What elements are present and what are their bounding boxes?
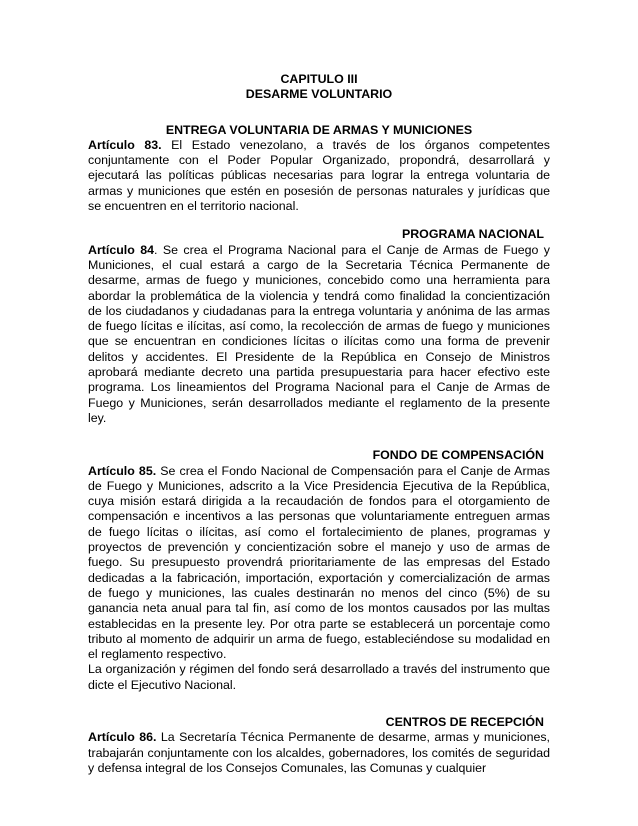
article-83-paragraph (88, 138, 550, 214)
article-85-label: Artículo 85. (88, 463, 157, 478)
section-heading-programa-nacional: PROGRAMA NACIONAL (401, 227, 544, 242)
article-85-paragraph-2: La organización y régimen del fondo será desarrollado a través del instrumento que dicte el Ejecutivo Nacional. (88, 662, 550, 692)
chapter-title: DESARME VOLUNTARIO (245, 87, 393, 102)
article-84-paragraph (88, 243, 550, 427)
article-86-paragraph (88, 730, 550, 776)
article-83-text: El Estado venezolano, a través de los órganos competentes conjuntamente con el Poder Popular Organizado, propondrá, desarrollará y ejecutará las políticas públicas necesarias para lograr la entrega voluntaria de armas y municiones que estén en posesión de personas naturales y jurídicas que se encuentren en el territorio nacional. (88, 137, 550, 214)
article-86-label: Artículo 86. (88, 730, 157, 745)
article-84-text: . Se crea el Programa Nacional para el Canje de Armas de Fuego y Municiones, el cual estará a cargo de la Secretaria Técnica Permanente de desarme, armas de fuego y municiones, concebido como una herramienta para abordar la problemática de la violencia y tendrá como finalidad la concientización de los ciudadanos y ciudadanas para la entrega voluntaria y anónima de las armas de fuego lícitas e ilícitas, así como, la recolección de armas de fuego y municiones que se encuentran en condiciones lícitas o ilícitas como una forma de prevenir delitos y accidentes. El Presidente de la República en Consejo de Ministros aprobará mediante decreto una partida presupuestaria para hacer efectivo este programa. Los lineamientos del Programa Nacional para el Canje de Armas de Fuego y Municiones, serán desarrollados mediante el reglamento de la presente ley. (88, 242, 550, 425)
chapter-number: CAPITULO III (280, 72, 358, 86)
article-83-label: Artículo 83. (88, 137, 162, 152)
article-85-paragraph (88, 464, 550, 663)
section-heading-centros-recepcion: CENTROS DE RECEPCIÓN (385, 714, 544, 729)
article-85-text: Se crea el Fondo Nacional de Compensación para el Canje de Armas de Fuego y Municiones, adscrito a la Vice Presidencia Ejecutiva de la República, cuya misión estará dirigida a la recaudación de fondos para el otorgamiento de compensación e incentivos a las personas que voluntariamente entreguen armas de fuego lícitas o ilícitas, así como el fortalecimiento de planes, programas y proyectos de prevención y concientización sobre el manejo y uso de armas de fuego. Su presupuesto provendrá prioritariamente de las empresas del Estado dedicadas a la fabricación, importación, exportación y comercialización de armas de fuego y municiones, las cuales destinarán no menos del cinco (5%) de su ganancia neta anual para tal fin, así como de los montos causados por las multas establecidas en la presente ley. Por otra parte se establecerá un porcentaje como tributo al momento de adquirir un arma de fuego, estableciéndose su modalidad en el reglamento respectivo. (88, 463, 550, 662)
article-86-text: La Secretaría Técnica Permanente de desarme, armas y municiones, trabajarán conjuntamente con los alcaldes, gobernadores, los comités de seguridad y defensa integral de los Consejos Comunales, las Comunas y cualquier (88, 730, 550, 775)
section-heading-entrega-voluntaria: ENTREGA VOLUNTARIA DE ARMAS Y MUNICIONES (165, 122, 473, 137)
document-page (88, 72, 550, 776)
section-heading-fondo-compensacion: FONDO DE COMPENSACIÓN (372, 448, 544, 463)
article-84-label: Artículo 84 (88, 242, 154, 257)
